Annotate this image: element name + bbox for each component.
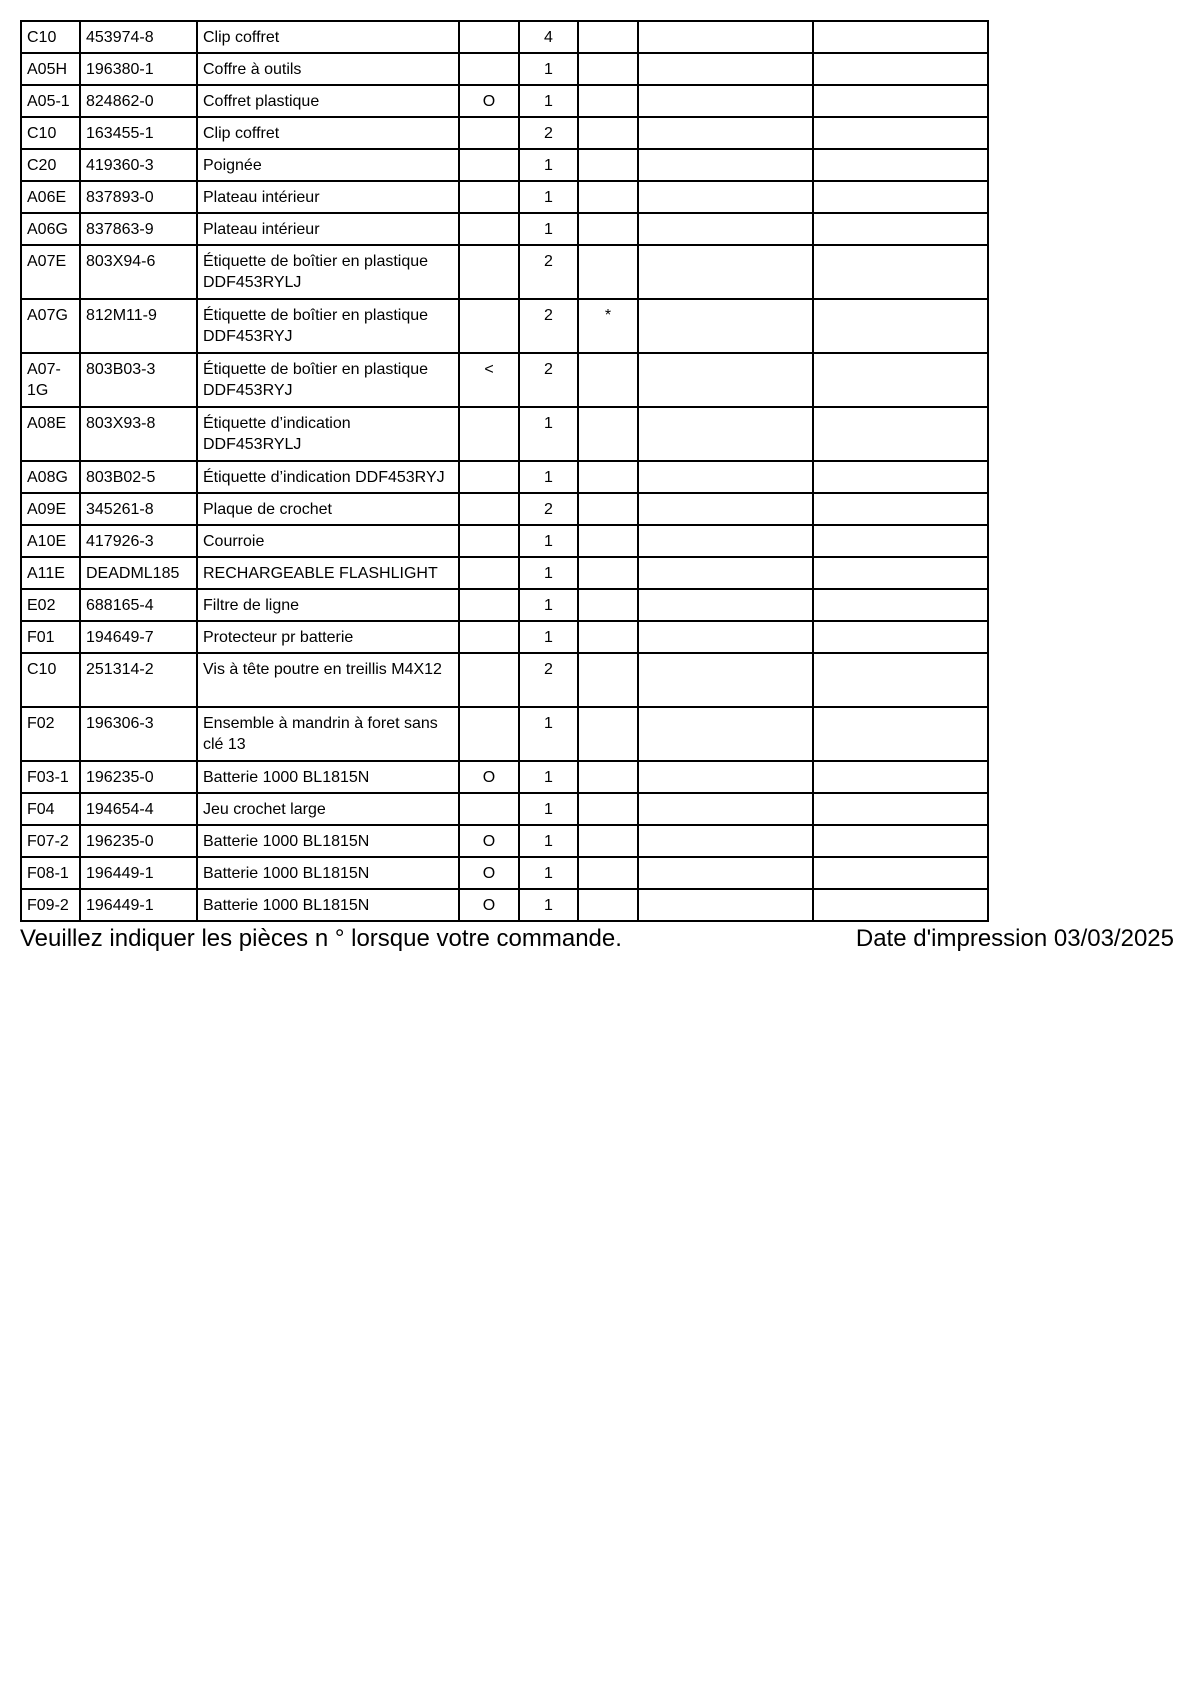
ref-cell: C10 [21, 117, 80, 149]
empty-cell [638, 557, 813, 589]
empty-cell [638, 21, 813, 53]
ref-cell: A07-1G [21, 353, 80, 407]
empty-cell [813, 761, 988, 793]
description-cell: Batterie 1000 BL1815N [197, 889, 459, 921]
part-number-cell: DEADML185 [80, 557, 197, 589]
ref-cell: A05H [21, 53, 80, 85]
empty-cell [638, 53, 813, 85]
quantity-cell: 1 [519, 53, 578, 85]
empty-cell [638, 461, 813, 493]
part-number-cell: 837863-9 [80, 213, 197, 245]
ref-cell: A06G [21, 213, 80, 245]
empty-cell [813, 589, 988, 621]
part-number-cell: 812M11-9 [80, 299, 197, 353]
quantity-cell: 1 [519, 589, 578, 621]
quantity-cell: 1 [519, 621, 578, 653]
quantity-cell: 2 [519, 299, 578, 353]
quantity-cell: 1 [519, 407, 578, 461]
ref-cell: E02 [21, 589, 80, 621]
description-cell: Plaque de crochet [197, 493, 459, 525]
table-row [21, 353, 988, 407]
table-row [21, 761, 988, 793]
ref-cell: F07-2 [21, 825, 80, 857]
note-cell: O [459, 85, 519, 117]
ref-cell: F04 [21, 793, 80, 825]
part-number-cell: 194649-7 [80, 621, 197, 653]
empty-cell [813, 213, 988, 245]
mark-cell [578, 653, 638, 707]
mark-cell [578, 353, 638, 407]
note-cell [459, 213, 519, 245]
ref-cell: C20 [21, 149, 80, 181]
quantity-cell: 1 [519, 793, 578, 825]
empty-cell [638, 181, 813, 213]
note-cell [459, 149, 519, 181]
note-cell [459, 53, 519, 85]
mark-cell [578, 857, 638, 889]
ref-cell: F08-1 [21, 857, 80, 889]
note-cell [459, 589, 519, 621]
empty-cell [638, 621, 813, 653]
description-cell: Étiquette d’indication DDF453RYJ [197, 461, 459, 493]
quantity-cell: 1 [519, 825, 578, 857]
empty-cell [638, 149, 813, 181]
note-cell [459, 407, 519, 461]
quantity-cell: 2 [519, 493, 578, 525]
mark-cell [578, 621, 638, 653]
note-cell: O [459, 889, 519, 921]
quantity-cell: 2 [519, 353, 578, 407]
empty-cell [638, 117, 813, 149]
mark-cell [578, 213, 638, 245]
mark-cell [578, 793, 638, 825]
table-row [21, 21, 988, 53]
description-cell: Clip coffret [197, 117, 459, 149]
empty-cell [813, 53, 988, 85]
empty-cell [813, 353, 988, 407]
quantity-cell: 1 [519, 707, 578, 761]
description-cell: Étiquette de boîtier en plastique DDF453RYJ [197, 353, 459, 407]
mark-cell: * [578, 299, 638, 353]
empty-cell [638, 825, 813, 857]
mark-cell [578, 407, 638, 461]
ref-cell: A11E [21, 557, 80, 589]
table-row [21, 525, 988, 557]
part-number-cell: 194654-4 [80, 793, 197, 825]
quantity-cell: 2 [519, 117, 578, 149]
empty-cell [638, 589, 813, 621]
table-row [21, 653, 988, 707]
table-row [21, 181, 988, 213]
part-number-cell: 803B03-3 [80, 353, 197, 407]
empty-cell [638, 793, 813, 825]
description-cell: Batterie 1000 BL1815N [197, 825, 459, 857]
part-number-cell: 688165-4 [80, 589, 197, 621]
empty-cell [813, 181, 988, 213]
description-cell: Plateau intérieur [197, 213, 459, 245]
empty-cell [813, 889, 988, 921]
empty-cell [813, 299, 988, 353]
empty-cell [813, 793, 988, 825]
description-cell: Filtre de ligne [197, 589, 459, 621]
note-cell [459, 653, 519, 707]
mark-cell [578, 589, 638, 621]
table-row [21, 461, 988, 493]
part-number-cell: 251314-2 [80, 653, 197, 707]
mark-cell [578, 461, 638, 493]
empty-cell [638, 525, 813, 557]
empty-cell [638, 85, 813, 117]
empty-cell [813, 461, 988, 493]
part-number-cell: 803X94-6 [80, 245, 197, 299]
ref-cell: A05-1 [21, 85, 80, 117]
note-cell [459, 245, 519, 299]
note-cell [459, 493, 519, 525]
ref-cell: F03-1 [21, 761, 80, 793]
empty-cell [813, 857, 988, 889]
table-row [21, 557, 988, 589]
empty-cell [638, 857, 813, 889]
description-cell: Étiquette de boîtier en plastique DDF453RYJ [197, 299, 459, 353]
table-row [21, 117, 988, 149]
part-number-cell: 837893-0 [80, 181, 197, 213]
ref-cell: C10 [21, 21, 80, 53]
empty-cell [813, 85, 988, 117]
empty-cell [638, 353, 813, 407]
quantity-cell: 1 [519, 761, 578, 793]
note-cell: O [459, 761, 519, 793]
empty-cell [638, 213, 813, 245]
description-cell: Étiquette de boîtier en plastique DDF453RYLJ [197, 245, 459, 299]
note-cell [459, 117, 519, 149]
table-row [21, 621, 988, 653]
note-cell [459, 525, 519, 557]
description-cell: Clip coffret [197, 21, 459, 53]
ref-cell: A07G [21, 299, 80, 353]
part-number-cell: 803B02-5 [80, 461, 197, 493]
mark-cell [578, 85, 638, 117]
part-number-cell: 196235-0 [80, 761, 197, 793]
empty-cell [813, 653, 988, 707]
empty-cell [813, 149, 988, 181]
empty-cell [638, 493, 813, 525]
part-number-cell: 345261-8 [80, 493, 197, 525]
mark-cell [578, 825, 638, 857]
empty-cell [638, 653, 813, 707]
description-cell: Poignée [197, 149, 459, 181]
empty-cell [638, 407, 813, 461]
empty-cell [638, 299, 813, 353]
table-row [21, 889, 988, 921]
ref-cell: A10E [21, 525, 80, 557]
empty-cell [638, 761, 813, 793]
empty-cell [813, 245, 988, 299]
description-cell: Batterie 1000 BL1815N [197, 857, 459, 889]
description-cell: Plateau intérieur [197, 181, 459, 213]
empty-cell [813, 707, 988, 761]
quantity-cell: 4 [519, 21, 578, 53]
description-cell: Batterie 1000 BL1815N [197, 761, 459, 793]
parts-table-body [21, 21, 988, 921]
quantity-cell: 1 [519, 525, 578, 557]
table-row [21, 857, 988, 889]
print-date: Date d'impression 03/03/2025 [855, 925, 1174, 952]
table-row [21, 707, 988, 761]
table-row [21, 85, 988, 117]
note-cell [459, 181, 519, 213]
mark-cell [578, 707, 638, 761]
description-cell: Coffre à outils [197, 53, 459, 85]
ref-cell: A09E [21, 493, 80, 525]
table-row [21, 299, 988, 353]
part-number-cell: 163455-1 [80, 117, 197, 149]
quantity-cell: 1 [519, 889, 578, 921]
table-row [21, 213, 988, 245]
note-cell: < [459, 353, 519, 407]
empty-cell [813, 621, 988, 653]
mark-cell [578, 21, 638, 53]
description-cell: Courroie [197, 525, 459, 557]
quantity-cell: 1 [519, 557, 578, 589]
description-cell: RECHARGEABLE FLASHLIGHT [197, 557, 459, 589]
mark-cell [578, 557, 638, 589]
quantity-cell: 1 [519, 461, 578, 493]
mark-cell [578, 181, 638, 213]
part-number-cell: 196306-3 [80, 707, 197, 761]
mark-cell [578, 149, 638, 181]
empty-cell [813, 525, 988, 557]
note-cell [459, 557, 519, 589]
mark-cell [578, 245, 638, 299]
empty-cell [813, 21, 988, 53]
ref-cell: A07E [21, 245, 80, 299]
order-instruction: Veuillez indiquer les pièces n ° lorsque votre commande. [20, 925, 622, 952]
table-row [21, 793, 988, 825]
table-row [21, 245, 988, 299]
quantity-cell: 2 [519, 653, 578, 707]
quantity-cell: 1 [519, 857, 578, 889]
part-number-cell: 196380-1 [80, 53, 197, 85]
empty-cell [813, 557, 988, 589]
mark-cell [578, 493, 638, 525]
empty-cell [638, 245, 813, 299]
table-row [21, 53, 988, 85]
part-number-cell: 196235-0 [80, 825, 197, 857]
parts-table [20, 20, 989, 922]
table-row [21, 589, 988, 621]
ref-cell: A08E [21, 407, 80, 461]
empty-cell [813, 117, 988, 149]
empty-cell [813, 493, 988, 525]
quantity-cell: 2 [519, 245, 578, 299]
note-cell [459, 461, 519, 493]
note-cell: O [459, 825, 519, 857]
part-number-cell: 417926-3 [80, 525, 197, 557]
empty-cell [813, 407, 988, 461]
table-row [21, 825, 988, 857]
ref-cell: F09-2 [21, 889, 80, 921]
description-cell: Coffret plastique [197, 85, 459, 117]
note-cell [459, 707, 519, 761]
table-row [21, 407, 988, 461]
empty-cell [638, 889, 813, 921]
description-cell: Étiquette d’indication DDF453RYLJ [197, 407, 459, 461]
note-cell [459, 21, 519, 53]
part-number-cell: 803X93-8 [80, 407, 197, 461]
note-cell: O [459, 857, 519, 889]
part-number-cell: 824862-0 [80, 85, 197, 117]
ref-cell: F01 [21, 621, 80, 653]
description-cell: Vis à tête poutre en treillis M4X12 [197, 653, 459, 707]
part-number-cell: 419360-3 [80, 149, 197, 181]
description-cell: Jeu crochet large [197, 793, 459, 825]
empty-cell [813, 825, 988, 857]
empty-cell [638, 707, 813, 761]
quantity-cell: 1 [519, 213, 578, 245]
mark-cell [578, 117, 638, 149]
part-number-cell: 196449-1 [80, 857, 197, 889]
ref-cell: A06E [21, 181, 80, 213]
ref-cell: C10 [21, 653, 80, 707]
table-row [21, 149, 988, 181]
table-row [21, 493, 988, 525]
mark-cell [578, 889, 638, 921]
part-number-cell: 453974-8 [80, 21, 197, 53]
note-cell [459, 299, 519, 353]
description-cell: Ensemble à mandrin à foret sans clé 13 [197, 707, 459, 761]
quantity-cell: 1 [519, 149, 578, 181]
mark-cell [578, 53, 638, 85]
mark-cell [578, 761, 638, 793]
ref-cell: F02 [21, 707, 80, 761]
description-cell: Protecteur pr batterie [197, 621, 459, 653]
quantity-cell: 1 [519, 85, 578, 117]
part-number-cell: 196449-1 [80, 889, 197, 921]
note-cell [459, 621, 519, 653]
note-cell [459, 793, 519, 825]
ref-cell: A08G [21, 461, 80, 493]
mark-cell [578, 525, 638, 557]
quantity-cell: 1 [519, 181, 578, 213]
